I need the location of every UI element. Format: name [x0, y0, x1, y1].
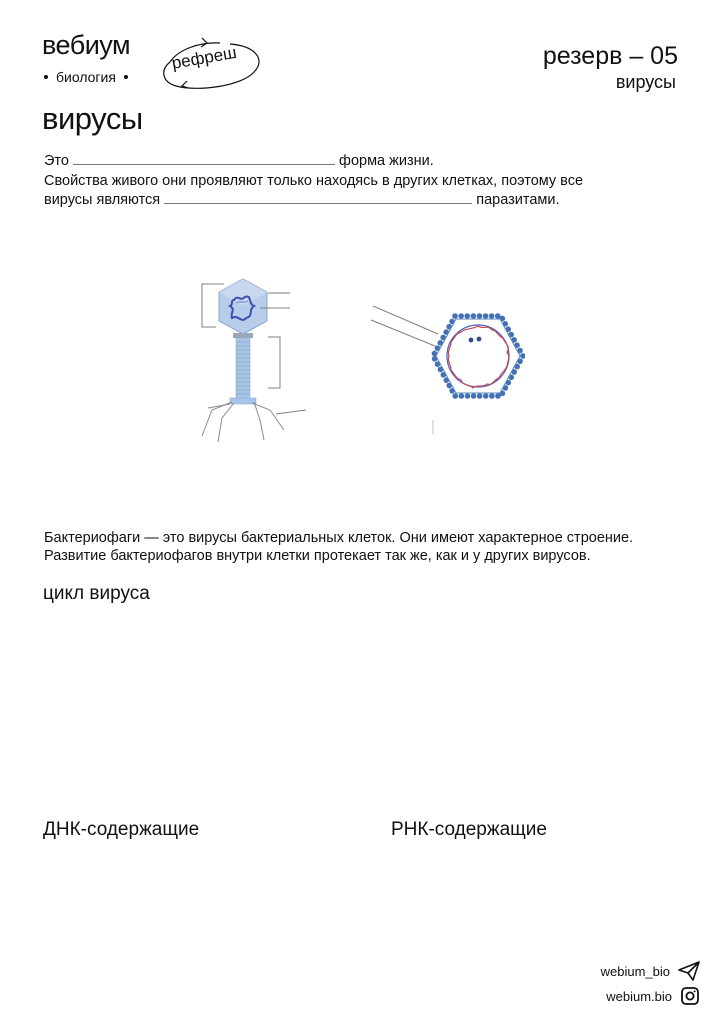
telegram-contact[interactable] [601, 961, 700, 981]
intro-line-2: Свойства живого они проявляют только находясь в других клетках, поэтому все [44, 173, 584, 189]
bacteriophage-line-2: Развитие бактериофагов внутри клетки протекает так же, как и у других вирусов. [44, 548, 591, 564]
fill-in-blank-1[interactable] [73, 153, 335, 165]
refresh-badge-text: рефреш [170, 42, 239, 73]
rna-viruses-heading: РНК-содержащие [391, 819, 547, 840]
intro-line-1 [44, 151, 434, 171]
instagram-icon [680, 986, 700, 1006]
intro-line-3-start: вирусы являются [44, 192, 161, 208]
intro-line-1-end: форма жизни. [339, 153, 434, 169]
dna-viruses-heading: ДНК-содержащие [43, 819, 200, 840]
fill-in-blank-2[interactable] [164, 192, 472, 204]
intro-line-3 [44, 190, 560, 210]
subject-label [44, 69, 128, 85]
page-title: вирусы [42, 101, 143, 136]
hexagonal-virus-diagram [365, 300, 525, 440]
telegram-handle[interactable]: webium_bio [600, 963, 670, 979]
subject-text: биология [56, 69, 116, 85]
lesson-topic: вирусы [615, 72, 676, 92]
bullet-dot-left [44, 75, 48, 79]
bacteriophage-diagram [190, 270, 320, 442]
instagram-handle[interactable]: webium.bio [606, 988, 672, 1004]
virus-cycle-heading: цикл вируса [43, 583, 150, 604]
lesson-code: резерв – 05 [542, 42, 678, 70]
intro-line-3-end: паразитами. [476, 192, 560, 208]
brand-logo-text: вебиум [42, 30, 131, 60]
telegram-icon [678, 961, 700, 981]
intro-line-1-start: Это [44, 153, 69, 169]
bacteriophage-line-1: Бактериофаги — это вирусы бактериальных клеток. Они имеют характерное строение. [44, 530, 634, 546]
bullet-dot-right [124, 75, 128, 79]
instagram-contact[interactable] [606, 986, 700, 1006]
